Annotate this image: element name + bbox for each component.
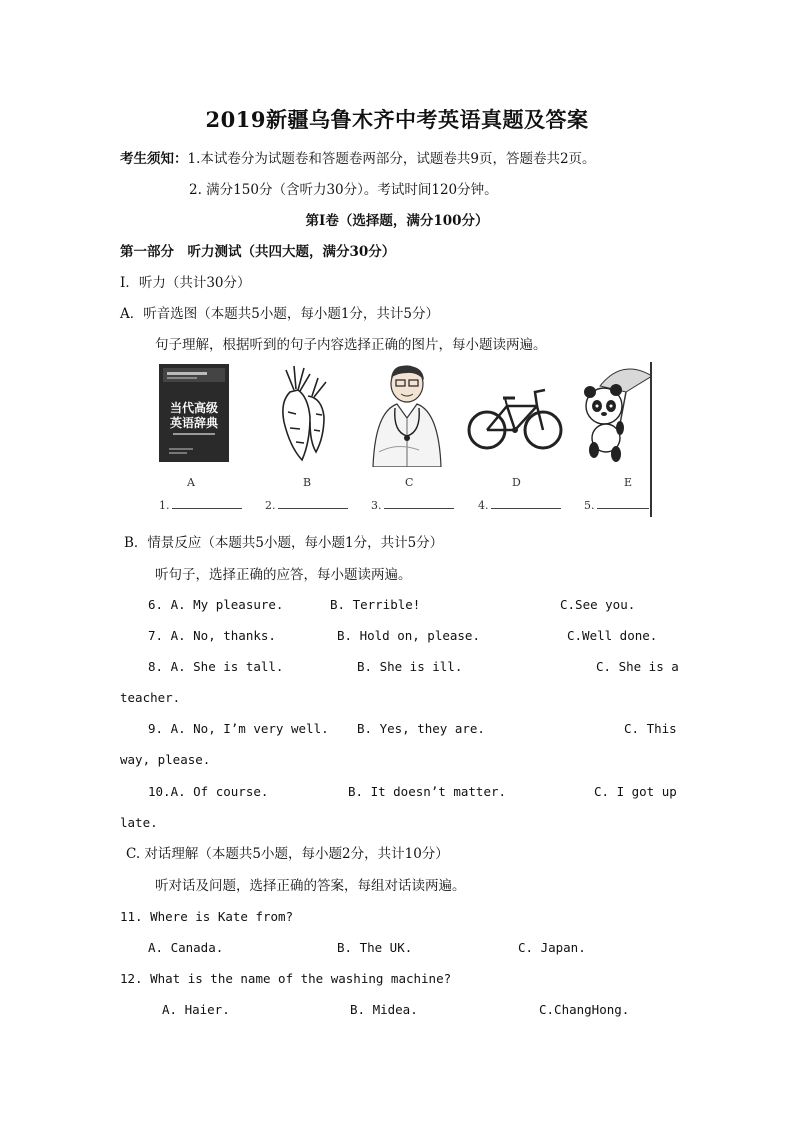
q7-option-b: B. Hold on, please. [337, 628, 480, 643]
q10-option-b: B. It doesn’t matter. [348, 784, 507, 799]
q11-option-a: A. Canada. [148, 940, 224, 955]
caption-e: E [624, 476, 633, 489]
caption-a: A [187, 476, 195, 489]
notice-item-2: 2. 满分150分（含听力30分）。考试时间120分钟。 [189, 182, 498, 198]
q12-option-a: A. Haier. [162, 1002, 230, 1017]
dictionary-image [159, 364, 229, 462]
q7-option-a: 7. A. No, thanks. [148, 628, 276, 643]
section-b-instruction: 听句子，选择正确的应答，每小题读两遍。 [155, 567, 412, 583]
q8-option-b: B. She is ill. [357, 659, 463, 674]
answer-blank-1: 1. [159, 498, 242, 512]
q9-option-c: C. This [624, 721, 677, 736]
section-b-title: B．情景反应（本题共5小题，每小题1分，共计5分） [124, 535, 444, 551]
picture-options [155, 362, 651, 517]
part1-title: 第一部分 听力测试（共四大题，满分30分） [120, 244, 396, 260]
q10-option-c-wrap: late. [120, 815, 158, 830]
section-a-title: A．听音选图（本题共5小题，每小题1分，共计5分） [120, 306, 440, 322]
q9-option-a: 9. A. No, I’m very well. [148, 721, 329, 736]
section-c-title: C. 对话理解（本题共5小题，每小题2分，共计10分） [126, 846, 449, 862]
section-c-instruction: 听对话及问题，选择正确的答案，每组对话读两遍。 [155, 878, 466, 894]
caption-d: D [512, 476, 521, 489]
q6-option-b: B. Terrible! [330, 597, 421, 612]
notice-label: 考生须知： [120, 151, 188, 167]
volume-title: 第Ⅰ卷（选择题，满分100分） [305, 213, 489, 229]
q11-question: 11. Where is Kate from? [120, 909, 294, 924]
panda-image [580, 362, 652, 467]
q9-option-b: B. Yes, they are. [357, 721, 485, 736]
q8-option-a: 8. A. She is tall. [148, 659, 284, 674]
answer-blank-3: 3. [371, 498, 454, 512]
q6-option-c: C.See you. [560, 597, 636, 612]
answer-blank-5: 5. [584, 498, 649, 512]
q12-option-c: C.ChangHong. [539, 1002, 630, 1017]
q8-option-c-wrap: teacher. [120, 690, 181, 705]
caption-c: C [405, 476, 414, 489]
doctor-image [367, 362, 447, 467]
notice-line-1 [120, 147, 596, 167]
q10-option-a: 10.A. Of course. [148, 784, 269, 799]
bicycle-image [465, 362, 565, 467]
notice-item-1: 1.本试卷分为试题卷和答题卷两部分，试题卷共9页，答题卷共2页。 [187, 151, 596, 167]
q6-option-a: 6. A. My pleasure. [148, 597, 284, 612]
q12-question: 12. What is the name of the washing machine? [120, 971, 452, 986]
q8-option-c: C. She is a [596, 659, 679, 674]
caption-b: B [303, 476, 312, 489]
carrots-image [270, 362, 340, 467]
q10-option-c: C. I got up [594, 784, 677, 799]
q12-option-b: B. Midea. [350, 1002, 418, 1017]
q7-option-c: C.Well done. [567, 628, 658, 643]
book-title-line2: 英语辞典 [169, 416, 219, 430]
section-i-title: I．听力（共计30分） [120, 275, 251, 291]
q9-option-c-wrap: way, please. [120, 752, 211, 767]
q11-option-b: B. The UK. [337, 940, 413, 955]
page-title: 2019新疆乌鲁木齐中考英语真题及答案 [205, 107, 589, 132]
picture-strip-edge [650, 362, 652, 517]
answer-blank-4: 4. [478, 498, 561, 512]
section-a-instruction: 句子理解，根据听到的句子内容选择正确的图片，每小题读两遍。 [155, 337, 547, 353]
answer-blank-2: 2. [265, 498, 348, 512]
book-title-line1: 当代高级 [169, 401, 219, 415]
q11-option-c: C. Japan. [518, 940, 586, 955]
